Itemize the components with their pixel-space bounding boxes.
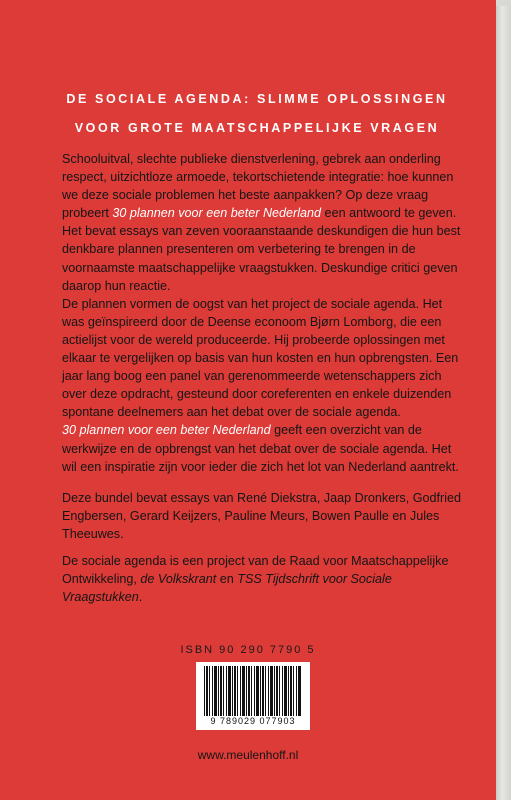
barcode [196, 662, 310, 730]
barcode-bars [204, 666, 302, 716]
publication-name: de Volkskrant [140, 572, 217, 587]
isbn-label: ISBN 90 290 7790 5 [180, 644, 316, 656]
project-credits-paragraph: De sociale agenda is een project van de Raad voor Maatschappelijke Ontwikkeling, de Volkskrant en TSS Tijdschrift voor Sociale Vraagstukken. [62, 554, 449, 605]
heading-line-2: VOOR GROTE MAATSCHAPPELIJKE VRAGEN [74, 121, 440, 135]
book-title-reference: 30 plannen voor een beter Nederland [112, 206, 322, 221]
contributors-paragraph: Deze bundel bevat essays van René Diekstra, Jaap Dronkers, Godfried Engbersen, Gerard Keijzers, Pauline Meurs, Bowen Paulle en Jules Theeuwes. [62, 491, 462, 542]
page-edge [496, 6, 511, 800]
blurb-paragraph-1: Schooluitval, slechte publieke dienstverlening, gebrek aan onderling respect, uitzichtloze armoede, tekortschietende integratie: hoe kunnen we deze sociale problemen het beste aanpakken? Op deze vraag probeert 30 plannen voor een beter Nederland een antwoord te geven. Het bevat essays van zeven vooraanstaande deskundigen die hun best denkbare plannen presenteren om verbetering te brengen in de voornaamste maatschappelijke vraagstukken. Deskundige critici geven daarop hun reactie. [62, 152, 461, 293]
blurb-paragraph-2: De plannen vormen de oogst van het project de sociale agenda. Het was geïnspireerd door de Deense econoom Bjørn Lomborg, die een actielijst voor de wereld produceerde. Hij probeerde oplossingen met elkaar te vergelijken op basis van hun kosten en hun opbrengsten. Een jaar lang boog een panel van gerenommeerde wetenschappers zich over deze opdracht, gesteund door coreferenten en enkele duizenden spontane deelnemers aan het debat over de sociale agenda. [62, 296, 459, 420]
blurb-paragraph-3: 30 plannen voor een beter Nederland geeft een overzicht van de werkwijze en de opbrengst van het debat over de sociale agenda. Het wil een inspiratie zijn voor ieder die zich het lot van Nederland aantrekt. [62, 423, 459, 474]
blurb-main [62, 150, 462, 476]
book-title-reference: 30 plannen voor een beter Nederland [62, 423, 271, 438]
barcode-digits: 9 789029 077903 [210, 716, 296, 726]
publisher-website: www.meulenhoff.nl [197, 748, 299, 762]
publication-name: TSS Tijdschrift voor Sociale Vraagstukken [62, 572, 392, 605]
heading-line-1: DE SOCIALE AGENDA: SLIMME OPLOSSINGEN [66, 92, 448, 106]
